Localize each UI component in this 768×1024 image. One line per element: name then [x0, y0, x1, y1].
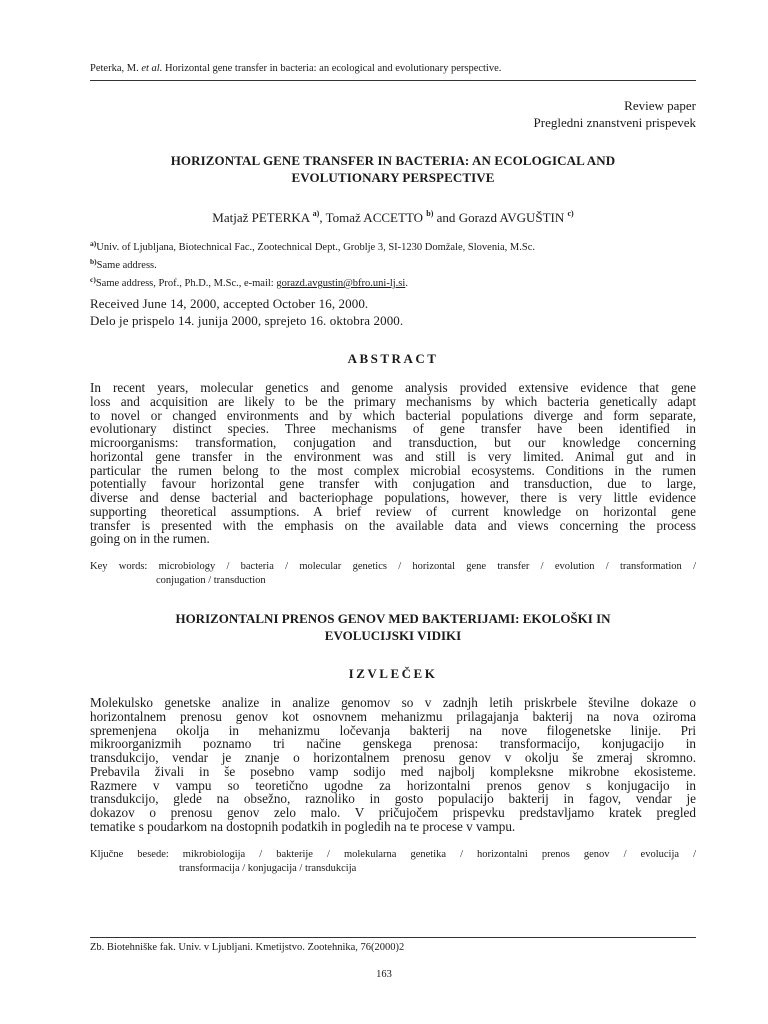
affiliation-text: Same address, Prof., Ph.D., M.Sc., e-mail:	[95, 278, 277, 289]
keywords-line: conjugation / transduction	[156, 575, 266, 586]
abstract-line: microorganisms: transformation, conjugation and transduction, but our knowledge concerning	[90, 435, 696, 450]
affiliation-item	[90, 273, 696, 291]
abstract-line: horizontal gene transfer in the environment was and still is very limited. Animal gut and in	[90, 448, 696, 464]
paper-type	[534, 97, 696, 131]
affiliation-mark: a)	[90, 239, 97, 248]
affiliation-item	[90, 255, 696, 273]
affiliation-text: Same address.	[96, 260, 157, 271]
izvlecek-line: tematike s poudarkom na dostopnih podatkih in pogledih na te procese v vampu.	[90, 818, 516, 834]
keywords-line: Ključne besede: mikrobiologija / bakterije / molekularna genetika / horizontalni prenos genov / evolucija /	[90, 849, 696, 860]
email-link[interactable]: gorazd.avgustin@bfro.uni-lj.si	[276, 278, 406, 289]
running-head-author: Peterka, M.	[90, 63, 139, 74]
author-name: Tomaž ACCETTO	[325, 210, 424, 225]
abstract-line: potentially favour horizontal gene transfer with conjugation and transduction, due to large,	[90, 476, 696, 492]
paper-title-sl	[90, 610, 696, 644]
izvlecek-line: Molekulsko genetske analize in analize genomov so v zadnjh letih priskrbele številne dokaze o	[90, 695, 696, 710]
izvlecek-heading: IZVLEČEK	[348, 666, 438, 681]
abstract-line: going on in the rumen.	[90, 531, 210, 547]
abstract-line: transfer is presented with the emphasis on the available data and views concerning the process	[90, 517, 696, 533]
izvlecek-line: Razmere v vampu so teoretično ugodne za horizontalni prenos genov s konjugacijo in	[90, 777, 696, 793]
running-head	[90, 62, 696, 76]
abstract-line: evolutionary distinct species. Three mechanisms of gene transfer have been identified in	[90, 421, 696, 437]
author-separator: ,	[319, 210, 326, 225]
paper-title-en	[90, 152, 696, 186]
affiliation-end: .	[405, 278, 408, 289]
journal-footer: Zb. Biotehniške fak. Univ. v Ljubljani. Kmetijstvo. Zootehnika, 76(2000)2	[90, 942, 405, 953]
author-list	[90, 205, 696, 226]
running-head-etal: et al.	[141, 63, 163, 74]
izvlecek-line: spremenjena okolja in mehanizmu ločevanja bakterij na nove filogenetske linije. Pri	[90, 722, 696, 738]
author-name: Gorazd AVGUŠTIN	[458, 210, 565, 225]
abstract-line: loss and acquisition are likely to be the primary mechanisms by which bacteria genetically adapt	[90, 393, 696, 409]
abstract-line: In recent years, molecular genetics and genome analysis provided extensive evidence that gene	[90, 380, 696, 395]
dates-en: Received June 14, 2000, accepted October 16, 2000.	[90, 296, 369, 311]
dates-sl: Delo je prispelo 14. junija 2000, sprejeto 16. oktobra 2000.	[90, 313, 404, 328]
izvlecek-line: transdukcijo, glede na obsežno, raznoliko in gosto populacijo bakterij in fagov, vendar je	[90, 791, 696, 807]
submission-dates	[90, 295, 696, 329]
affiliation-mark: c)	[90, 275, 96, 284]
abstract-body	[90, 381, 696, 546]
affiliation-text: Univ. of Ljubljana, Biotechnical Fac., Zootechnical Dept., Groblje 3, SI-1230 Domžale, Slovenia, M.Sc.	[96, 242, 536, 253]
abstract-heading: ABSTRACT	[347, 351, 439, 366]
footer-rule	[90, 937, 696, 938]
izvlecek-line: Prebavila živali in še posebno vamp sodijo med najbolj kompleksne mikrobne ekosisteme.	[90, 763, 696, 779]
izvlecek-line: mikroorganizmih poznamo tri načine genskega prenosa: transformacijo, konjugacijo in	[90, 736, 696, 752]
izvlecek-line: transdukcijo, vendar je znanje o horizontalnem prenosu genov v okolju še zmeraj skromno.	[90, 750, 696, 765]
author-mark: c)	[567, 209, 574, 218]
header-rule	[90, 80, 696, 81]
author-separator: and	[433, 210, 459, 225]
izvlecek-line: dokazov o prenosu genov zelo malo. V pričujočem prispevku predstavljamo kratek pregled	[90, 805, 696, 820]
izvlecek-line: horizontalnem prenosu genov kot osnovnem mehanizmu prilagajanja bakterij na nova oziroma	[90, 708, 696, 724]
author-mark: a)	[312, 209, 320, 218]
keywords-sl	[90, 848, 696, 876]
title-line: EVOLUTIONARY PERSPECTIVE	[291, 170, 495, 185]
running-head-title: Horizontal gene transfer in bacteria: an ecological and evolutionary perspective.	[164, 63, 502, 74]
abstract-line: particular the rumen belong to the most complex microbial ecosystems. Conditions in the rumen	[90, 462, 696, 478]
paper-type-sl: Pregledni znanstveni prispevek	[533, 115, 696, 130]
izvlecek-body	[90, 696, 696, 834]
abstract-line: supporting theoretical assumptions. A brief review of current knowledge on horizontal gene	[90, 503, 696, 519]
page-number: 163	[376, 969, 392, 980]
affiliations	[90, 237, 696, 291]
paper-type-en: Review paper	[624, 98, 696, 113]
author-name: Matjaž PETERKA	[212, 210, 310, 225]
title-line: HORIZONTAL GENE TRANSFER IN BACTERIA: AN ECOLOGICAL AND	[170, 153, 616, 168]
affiliation-mark: b)	[90, 257, 97, 266]
keywords-line: Key words: microbiology / bacteria / molecular genetics / horizontal gene transfer / evolution / transformation /	[90, 561, 696, 572]
keywords-line: transformacija / konjugacija / transdukcija	[179, 863, 357, 874]
title-line: HORIZONTALNI PRENOS GENOV MED BAKTERIJAMI: EKOLOŠKI IN	[175, 611, 611, 626]
title-line: EVOLUCIJSKI VIDIKI	[324, 628, 462, 643]
abstract-line: diverse and dense bacterial and bacteriophage populations, however, there is very little evidence	[90, 490, 696, 505]
affiliation-item	[90, 237, 696, 255]
keywords-en	[90, 560, 696, 588]
abstract-line: to novel or changed environments and by which bacterial populations diverge and form separate,	[90, 407, 696, 423]
author-mark: b)	[426, 209, 434, 218]
